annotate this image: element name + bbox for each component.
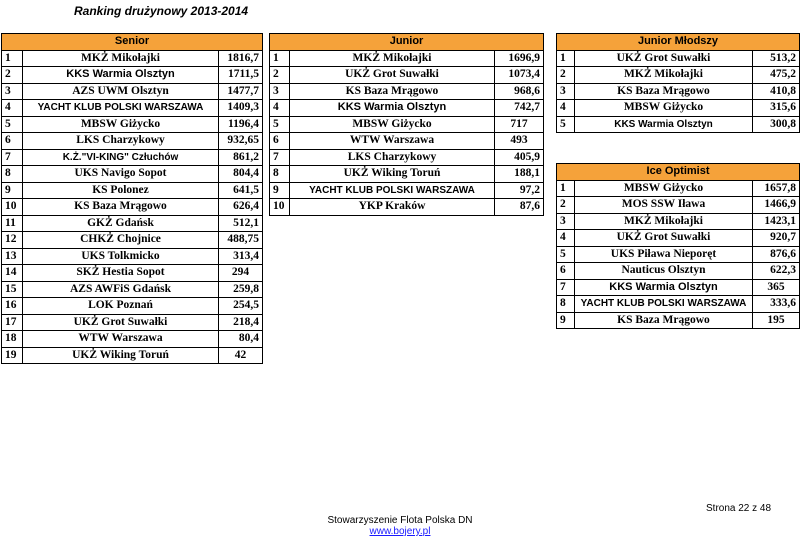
- table-row: [557, 180, 800, 197]
- points-cell: 294: [219, 265, 263, 282]
- table-row: [2, 248, 263, 265]
- points-cell: 1477,7: [219, 83, 263, 100]
- points-cell: 315,6: [753, 100, 800, 117]
- team-name-cell: KKS Warmia Olsztyn: [575, 116, 753, 133]
- team-name-cell: UKŻ Grot Suwałki: [575, 230, 753, 247]
- points-cell: 42: [219, 347, 263, 364]
- table-row: [270, 133, 544, 150]
- points-cell: 333,6: [753, 296, 800, 313]
- senior-header: Senior: [2, 34, 263, 51]
- rank-cell: 2: [270, 67, 290, 84]
- points-cell: 488,75: [219, 232, 263, 249]
- team-name-cell: MBSW Giżycko: [290, 116, 495, 133]
- table-row: [270, 182, 544, 199]
- rank-cell: 9: [270, 182, 290, 199]
- table-row: [2, 100, 263, 117]
- points-cell: 365: [753, 279, 800, 296]
- team-name-cell: WTW Warszawa: [23, 331, 219, 348]
- rank-cell: 2: [2, 67, 23, 84]
- rank-cell: 5: [2, 116, 23, 133]
- rank-cell: 7: [270, 149, 290, 166]
- points-cell: 513,2: [753, 50, 800, 67]
- points-cell: 641,5: [219, 182, 263, 199]
- team-name-cell: AZS UWM Olsztyn: [23, 83, 219, 100]
- team-name-cell: KS Polonez: [23, 182, 219, 199]
- team-name-cell: MOS SSW Iława: [575, 197, 753, 214]
- points-cell: 1423,1: [753, 213, 800, 230]
- team-name-cell: MKŻ Mikołajki: [575, 213, 753, 230]
- table-row: [270, 149, 544, 166]
- team-name-cell: AZS AWFiS Gdańsk: [23, 281, 219, 298]
- ice-optimist-header: Ice Optimist: [557, 164, 800, 181]
- points-cell: 259,8: [219, 281, 263, 298]
- table-row: [2, 67, 263, 84]
- table-row: [2, 199, 263, 216]
- points-cell: 920,7: [753, 230, 800, 247]
- rank-cell: 3: [2, 83, 23, 100]
- team-name-cell: MKŻ Mikołajki: [23, 50, 219, 67]
- team-name-cell: KKS Warmia Olsztyn: [290, 100, 495, 117]
- rank-cell: 4: [270, 100, 290, 117]
- rank-cell: 15: [2, 281, 23, 298]
- page-title: Ranking drużynowy 2013-2014: [74, 4, 249, 18]
- points-cell: 1073,4: [495, 67, 544, 84]
- team-name-cell: MBSW Giżycko: [575, 180, 753, 197]
- rank-cell: 6: [270, 133, 290, 150]
- points-cell: 1696,9: [495, 50, 544, 67]
- team-name-cell: UKS Tolkmicko: [23, 248, 219, 265]
- rank-cell: 6: [2, 133, 23, 150]
- rank-cell: 19: [2, 347, 23, 364]
- team-name-cell: KS Baza Mrągowo: [290, 83, 495, 100]
- team-name-cell: YACHT KLUB POLSKI WARSZAWA: [290, 182, 495, 199]
- table-row: [270, 199, 544, 216]
- points-cell: 80,4: [219, 331, 263, 348]
- table-row: [2, 232, 263, 249]
- points-cell: 410,8: [753, 83, 800, 100]
- points-cell: 804,4: [219, 166, 263, 183]
- rank-cell: 11: [2, 215, 23, 232]
- rank-cell: 3: [557, 213, 575, 230]
- table-row: [2, 347, 263, 364]
- points-cell: 1196,4: [219, 116, 263, 133]
- rank-cell: 14: [2, 265, 23, 282]
- table-row: [557, 116, 800, 133]
- team-name-cell: MBSW Giżycko: [23, 116, 219, 133]
- senior-table: [1, 33, 263, 364]
- team-name-cell: UKŻ Wiking Toruń: [290, 166, 495, 183]
- table-row: [557, 67, 800, 84]
- points-cell: 876,6: [753, 246, 800, 263]
- team-name-cell: UKŻ Grot Suwałki: [23, 314, 219, 331]
- team-name-cell: GKŻ Gdańsk: [23, 215, 219, 232]
- table-row: [557, 100, 800, 117]
- team-name-cell: CHKŻ Chojnice: [23, 232, 219, 249]
- table-row: [2, 182, 263, 199]
- table-row: [557, 246, 800, 263]
- rank-cell: 10: [270, 199, 290, 216]
- table-row: [2, 83, 263, 100]
- table-row: [270, 166, 544, 183]
- table-row: [2, 331, 263, 348]
- points-cell: 493: [495, 133, 544, 150]
- footer-org: Stowarzyszenie Flota Polska DN: [327, 515, 473, 526]
- rank-cell: 17: [2, 314, 23, 331]
- team-name-cell: UKŻ Grot Suwałki: [575, 50, 753, 67]
- table-row: [270, 50, 544, 67]
- table-row: [2, 149, 263, 166]
- points-cell: 512,1: [219, 215, 263, 232]
- table-row: [557, 296, 800, 313]
- rank-cell: 8: [2, 166, 23, 183]
- team-name-cell: YKP Kraków: [290, 199, 495, 216]
- table-row: [270, 116, 544, 133]
- points-cell: 313,4: [219, 248, 263, 265]
- table-row: [2, 265, 263, 282]
- table-row: [557, 213, 800, 230]
- team-name-cell: KS Baza Mrągowo: [575, 312, 753, 329]
- table-row: [2, 116, 263, 133]
- team-name-cell: KS Baza Mrągowo: [575, 83, 753, 100]
- team-name-cell: KKS Warmia Olsztyn: [23, 67, 219, 84]
- table-row: [557, 312, 800, 329]
- table-row: [557, 197, 800, 214]
- table-row: [557, 230, 800, 247]
- team-name-cell: YACHT KLUB POLSKI WARSZAWA: [575, 296, 753, 313]
- table-row: [557, 263, 800, 280]
- team-name-cell: LKS Charzykowy: [290, 149, 495, 166]
- points-cell: 1409,3: [219, 100, 263, 117]
- team-name-cell: KS Baza Mrągowo: [23, 199, 219, 216]
- rank-cell: 4: [557, 100, 575, 117]
- points-cell: 626,4: [219, 199, 263, 216]
- points-cell: 195: [753, 312, 800, 329]
- team-name-cell: KKS Warmia Olsztyn: [575, 279, 753, 296]
- rank-cell: 3: [557, 83, 575, 100]
- points-cell: 1657,8: [753, 180, 800, 197]
- team-name-cell: YACHT KLUB POLSKI WARSZAWA: [23, 100, 219, 117]
- table-row: [557, 50, 800, 67]
- team-name-cell: UKS Piława Nieporęt: [575, 246, 753, 263]
- points-cell: 475,2: [753, 67, 800, 84]
- page-number: Strona 22 z 48: [706, 503, 772, 514]
- rank-cell: 3: [270, 83, 290, 100]
- rank-cell: 13: [2, 248, 23, 265]
- table-row: [2, 215, 263, 232]
- team-name-cell: K.Ż."VI-KING" Człuchów: [23, 149, 219, 166]
- rank-cell: 16: [2, 298, 23, 315]
- points-cell: 1711,5: [219, 67, 263, 84]
- rank-cell: 5: [270, 116, 290, 133]
- rank-cell: 8: [270, 166, 290, 183]
- points-cell: 300,8: [753, 116, 800, 133]
- points-cell: 405,9: [495, 149, 544, 166]
- points-cell: 932,65: [219, 133, 263, 150]
- points-cell: 87,6: [495, 199, 544, 216]
- points-cell: 622,3: [753, 263, 800, 280]
- table-row: [270, 100, 544, 117]
- rank-cell: 7: [2, 149, 23, 166]
- points-cell: 968,6: [495, 83, 544, 100]
- rank-cell: 9: [2, 182, 23, 199]
- team-name-cell: LOK Poznań: [23, 298, 219, 315]
- rank-cell: 2: [557, 197, 575, 214]
- rank-cell: 8: [557, 296, 575, 313]
- table-row: [2, 281, 263, 298]
- table-row: [2, 133, 263, 150]
- rank-cell: 5: [557, 116, 575, 133]
- points-cell: 254,5: [219, 298, 263, 315]
- rank-cell: 2: [557, 67, 575, 84]
- junior-mlodszy-header: Junior Młodszy: [557, 34, 800, 51]
- rank-cell: 1: [270, 50, 290, 67]
- ice-optimist-table: [556, 163, 800, 329]
- rank-cell: 4: [557, 230, 575, 247]
- rank-cell: 10: [2, 199, 23, 216]
- points-cell: 97,2: [495, 182, 544, 199]
- team-name-cell: MKŻ Mikołajki: [290, 50, 495, 67]
- team-name-cell: UKS Navigo Sopot: [23, 166, 219, 183]
- team-name-cell: MBSW Giżycko: [575, 100, 753, 117]
- rank-cell: 6: [557, 263, 575, 280]
- team-name-cell: LKS Charzykowy: [23, 133, 219, 150]
- table-row: [557, 279, 800, 296]
- rank-cell: 4: [2, 100, 23, 117]
- table-row: [270, 67, 544, 84]
- team-name-cell: Nauticus Olsztyn: [575, 263, 753, 280]
- table-row: [557, 83, 800, 100]
- table-row: [2, 314, 263, 331]
- rank-cell: 7: [557, 279, 575, 296]
- junior-mlodszy-table: [556, 33, 800, 133]
- points-cell: 1466,9: [753, 197, 800, 214]
- rank-cell: 18: [2, 331, 23, 348]
- table-row: [2, 166, 263, 183]
- points-cell: 742,7: [495, 100, 544, 117]
- rank-cell: 1: [2, 50, 23, 67]
- points-cell: 188,1: [495, 166, 544, 183]
- points-cell: 218,4: [219, 314, 263, 331]
- table-row: [270, 83, 544, 100]
- footer-link[interactable]: www.bojery.pl: [369, 526, 431, 537]
- table-row: [2, 50, 263, 67]
- rank-cell: 9: [557, 312, 575, 329]
- points-cell: 1816,7: [219, 50, 263, 67]
- team-name-cell: SKŻ Hestia Sopot: [23, 265, 219, 282]
- junior-table: [269, 33, 544, 216]
- table-row: [2, 298, 263, 315]
- team-name-cell: WTW Warszawa: [290, 133, 495, 150]
- rank-cell: 1: [557, 50, 575, 67]
- team-name-cell: UKŻ Wiking Toruń: [23, 347, 219, 364]
- rank-cell: 5: [557, 246, 575, 263]
- team-name-cell: UKŻ Grot Suwałki: [290, 67, 495, 84]
- points-cell: 717: [495, 116, 544, 133]
- rank-cell: 12: [2, 232, 23, 249]
- junior-header: Junior: [270, 34, 544, 51]
- team-name-cell: MKŻ Mikołajki: [575, 67, 753, 84]
- rank-cell: 1: [557, 180, 575, 197]
- points-cell: 861,2: [219, 149, 263, 166]
